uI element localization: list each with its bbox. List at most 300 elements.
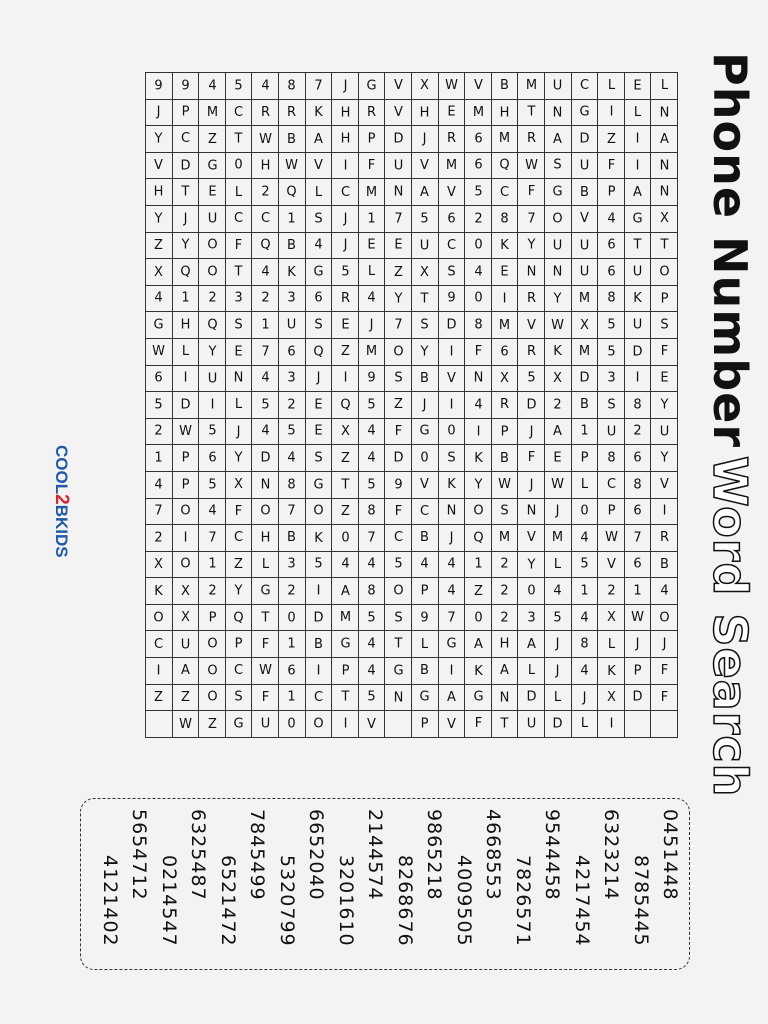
grid-cell <box>385 658 412 685</box>
grid-cell <box>146 551 173 578</box>
grid-letter: 0 <box>287 610 297 626</box>
grid-cell <box>465 392 492 419</box>
grid-letter: R <box>659 530 669 546</box>
grid-cell <box>199 525 226 552</box>
grid-letter: D <box>260 450 271 466</box>
grid-letter: 2 <box>633 424 642 440</box>
grid-cell <box>651 551 678 578</box>
grid-letter: J <box>369 317 374 333</box>
grid-cell <box>465 658 492 685</box>
grid-letter: 0 <box>447 424 456 440</box>
grid-cell <box>199 445 226 472</box>
grid-cell <box>225 312 252 339</box>
grid-row <box>598 73 625 738</box>
grid-cell <box>598 152 625 179</box>
grid-letter: K <box>633 291 642 307</box>
grid-letter: L <box>660 78 668 94</box>
grid-cell <box>332 684 359 711</box>
grid-cell <box>279 631 306 658</box>
grid-cell <box>172 73 199 100</box>
grid-row <box>279 73 306 738</box>
grid-letter: S <box>314 211 323 227</box>
grid-cell <box>225 285 252 312</box>
grid-letter: T <box>341 689 350 705</box>
grid-letter: H <box>260 530 271 546</box>
grid-cell <box>172 232 199 259</box>
grid-letter: C <box>234 104 244 120</box>
grid-letter: 1 <box>580 583 589 599</box>
grid-cell <box>332 179 359 206</box>
grid-letter: C <box>234 663 244 679</box>
grid-cell <box>225 338 252 365</box>
grid-cell <box>571 285 598 312</box>
grid-cell <box>358 711 385 738</box>
grid-cell <box>252 684 279 711</box>
grid-cell <box>305 631 332 658</box>
word-list-item: 6521472 <box>217 855 239 947</box>
grid-letter: 7 <box>633 530 642 546</box>
grid-cell <box>545 578 572 605</box>
grid-cell <box>465 711 492 738</box>
grid-letter: W <box>631 610 645 626</box>
grid-cell <box>465 578 492 605</box>
grid-letter: 0 <box>473 237 483 253</box>
grid-letter: 2 <box>287 583 297 599</box>
grid-letter: X <box>234 477 244 493</box>
grid-letter: U <box>526 716 536 732</box>
grid-letter: M <box>339 610 351 626</box>
grid-letter: 4 <box>660 583 669 599</box>
grid-cell <box>358 179 385 206</box>
grid-cell <box>651 525 678 552</box>
grid-letter: 4 <box>154 291 164 307</box>
grid-cell <box>412 365 439 392</box>
grid-letter: E <box>314 397 323 413</box>
grid-cell <box>624 418 651 445</box>
grid-letter: 2 <box>154 424 164 440</box>
grid-letter: A <box>526 636 536 652</box>
grid-cell <box>199 578 226 605</box>
grid-cell <box>518 604 545 631</box>
grid-letter: C <box>340 184 350 200</box>
grid-cell <box>358 578 385 605</box>
grid-cell <box>146 604 173 631</box>
grid-cell <box>199 365 226 392</box>
grid-cell <box>518 99 545 126</box>
grid-cell <box>305 551 332 578</box>
grid-letter: O <box>206 689 218 705</box>
grid-letter: L <box>261 556 269 572</box>
grid-cell <box>438 179 465 206</box>
grid-letter: J <box>343 211 347 227</box>
grid-cell <box>518 498 545 525</box>
grid-cell <box>518 658 545 685</box>
grid-letter: P <box>660 291 669 307</box>
grid-letter: K <box>287 264 297 280</box>
grid-cell <box>651 152 678 179</box>
grid-cell <box>279 578 306 605</box>
grid-cell <box>305 578 332 605</box>
grid-cell <box>438 285 465 312</box>
grid-letter: S <box>394 610 403 626</box>
grid-cell <box>146 525 173 552</box>
grid-cell <box>545 338 572 365</box>
grid-cell <box>571 604 598 631</box>
grid-letter: 7 <box>314 78 323 94</box>
grid-letter: A <box>340 583 350 599</box>
grid-cell <box>545 551 572 578</box>
grid-letter: 4 <box>553 583 562 599</box>
grid-letter: N <box>659 158 670 174</box>
grid-row <box>465 73 492 738</box>
grid-cell <box>571 99 598 126</box>
grid-letter: G <box>153 317 164 333</box>
grid-letter: K <box>314 104 323 120</box>
grid-cell <box>252 338 279 365</box>
grid-cell <box>465 179 492 206</box>
grid-cell <box>146 658 173 685</box>
grid-letter: E <box>208 184 217 200</box>
grid-cell <box>385 445 412 472</box>
grid-letter: P <box>607 184 615 200</box>
grid-cell <box>412 525 439 552</box>
grid-cell <box>465 126 492 153</box>
brand-logo-part-cool: COOL <box>52 445 71 495</box>
grid-cell <box>518 285 545 312</box>
grid-cell <box>385 525 412 552</box>
grid-letter: D <box>632 344 643 360</box>
grid-cell <box>412 578 439 605</box>
grid-cell <box>438 152 465 179</box>
grid-cell <box>279 498 306 525</box>
grid-cell <box>252 126 279 153</box>
grid-cell <box>624 392 651 419</box>
grid-letter: 4 <box>447 583 456 599</box>
grid-cell <box>385 312 412 339</box>
grid-cell <box>491 604 518 631</box>
grid-letter: L <box>580 716 589 732</box>
word-list-item: 8268676 <box>394 855 416 947</box>
grid-cell <box>332 232 359 259</box>
grid-letter: C <box>180 131 191 147</box>
grid-cell <box>545 631 572 658</box>
grid-letter: D <box>313 610 324 626</box>
grid-cell <box>412 126 439 153</box>
grid-letter: M <box>445 158 458 174</box>
grid-cell <box>172 471 199 498</box>
grid-letter: U <box>260 716 271 732</box>
grid-letter: L <box>235 397 243 413</box>
grid-letter: B <box>659 556 669 572</box>
grid-letter: 3 <box>287 556 297 572</box>
grid-letter: 0 <box>340 530 350 546</box>
grid-cell <box>571 445 598 472</box>
grid-cell <box>332 285 359 312</box>
grid-letter: 6 <box>473 131 483 147</box>
grid-letter: P <box>208 610 217 626</box>
grid-letter: J <box>529 477 534 493</box>
grid-cell <box>199 285 226 312</box>
grid-letter: J <box>555 503 560 519</box>
grid-letter: X <box>579 317 589 333</box>
grid-letter: R <box>526 291 536 307</box>
grid-letter: D <box>393 131 404 147</box>
grid-letter: E <box>340 317 350 333</box>
grid-cell <box>199 471 226 498</box>
grid-letter: W <box>498 477 512 493</box>
grid-letter: A <box>181 663 190 679</box>
grid-letter: F <box>607 158 615 174</box>
grid-letter: D <box>180 397 191 413</box>
grid-cell <box>598 285 625 312</box>
grid-cell <box>305 259 332 286</box>
grid-cell <box>491 418 518 445</box>
grid-letter: D <box>446 317 457 333</box>
grid-cell <box>651 232 678 259</box>
grid-letter: O <box>393 583 404 599</box>
grid-cell <box>332 631 359 658</box>
grid-letter: 8 <box>367 583 376 599</box>
title-word-search: Word Search <box>703 456 757 798</box>
grid-letter: 4 <box>207 78 217 94</box>
grid-letter: F <box>660 344 668 360</box>
grid-cell <box>598 711 625 738</box>
grid-cell <box>358 126 385 153</box>
grid-row <box>518 73 545 738</box>
grid-letter: X <box>181 583 190 599</box>
grid-cell <box>385 73 412 100</box>
grid-letter: H <box>419 104 430 120</box>
grid-cell <box>651 711 678 738</box>
grid-cell <box>252 525 279 552</box>
word-list-item: 6652040 <box>305 809 327 901</box>
grid-cell <box>651 285 678 312</box>
grid-cell <box>412 471 439 498</box>
grid-letter: O <box>393 344 404 360</box>
grid-cell <box>598 658 625 685</box>
grid-letter: F <box>234 237 243 253</box>
grid-letter: U <box>579 237 590 253</box>
grid-letter: I <box>449 397 454 413</box>
grid-letter: Z <box>154 689 164 705</box>
grid-letter: P <box>234 636 243 652</box>
grid-letter: C <box>420 503 430 519</box>
grid-letter: S <box>660 317 669 333</box>
grid-letter: C <box>260 211 270 227</box>
grid-letter: 1 <box>287 689 297 705</box>
grid-letter: F <box>474 344 482 360</box>
grid-letter: 7 <box>287 503 297 519</box>
grid-letter: X <box>420 264 430 280</box>
grid-cell <box>332 578 359 605</box>
grid-letter: L <box>580 477 589 493</box>
grid-cell <box>358 445 385 472</box>
grid-cell <box>199 179 226 206</box>
grid-letter: X <box>154 556 164 572</box>
grid-cell <box>491 392 518 419</box>
grid-letter: 6 <box>633 450 642 466</box>
grid-letter: F <box>394 424 403 440</box>
grid-letter: T <box>394 636 403 652</box>
grid-row <box>412 73 439 738</box>
grid-letter: 5 <box>287 424 297 440</box>
grid-cell <box>651 338 678 365</box>
grid-letter: N <box>526 503 537 519</box>
grid-letter: Z <box>207 131 217 147</box>
grid-letter: 2 <box>207 583 217 599</box>
grid-letter: P <box>367 131 376 147</box>
grid-cell <box>252 152 279 179</box>
grid-letter: H <box>260 158 271 174</box>
grid-cell <box>332 259 359 286</box>
grid-cell <box>146 205 173 232</box>
grid-cell <box>491 152 518 179</box>
grid-letter: R <box>526 131 536 147</box>
grid-letter: 7 <box>394 211 403 227</box>
grid-letter: 7 <box>261 344 270 360</box>
grid-letter: M <box>499 530 511 546</box>
grid-cell <box>412 604 439 631</box>
grid-cell <box>146 445 173 472</box>
grid-cell <box>491 338 518 365</box>
grid-cell <box>199 205 226 232</box>
grid-letter: D <box>393 450 404 466</box>
grid-cell <box>651 312 678 339</box>
grid-cell <box>146 365 173 392</box>
grid-cell <box>225 684 252 711</box>
grid-letter: U <box>393 158 404 174</box>
grid-cell <box>225 498 252 525</box>
grid-letter: J <box>422 131 427 147</box>
grid-cell <box>491 73 518 100</box>
grid-letter: A <box>553 131 563 147</box>
grid-letter: F <box>261 636 270 652</box>
grid-cell <box>651 126 678 153</box>
grid-cell <box>279 73 306 100</box>
grid-cell <box>571 73 598 100</box>
grid-letter: V <box>154 158 164 174</box>
grid-cell <box>518 418 545 445</box>
grid-letter: A <box>447 689 456 705</box>
grid-cell <box>624 205 651 232</box>
grid-cell <box>225 471 252 498</box>
grid-cell <box>624 232 651 259</box>
grid-letter: O <box>313 503 324 519</box>
grid-letter: K <box>314 530 323 546</box>
grid-letter: Y <box>234 583 243 599</box>
grid-cell <box>545 445 572 472</box>
grid-cell <box>598 312 625 339</box>
grid-letter: 1 <box>367 211 376 227</box>
grid-cell <box>305 126 332 153</box>
grid-cell <box>385 232 412 259</box>
grid-letter: S <box>447 264 456 280</box>
grid-cell <box>571 658 598 685</box>
grid-letter: T <box>261 610 270 626</box>
grid-letter: 3 <box>287 291 297 307</box>
grid-letter: E <box>660 370 669 386</box>
grid-cell <box>199 152 226 179</box>
grid-cell <box>438 418 465 445</box>
grid-cell <box>491 259 518 286</box>
grid-letter: U <box>207 370 217 386</box>
grid-cell <box>624 259 651 286</box>
grid-cell <box>225 179 252 206</box>
grid-letter: 1 <box>261 317 270 333</box>
grid-letter: Y <box>154 211 163 227</box>
grid-cell <box>305 525 332 552</box>
grid-letter: I <box>635 158 640 174</box>
grid-cell <box>172 418 199 445</box>
grid-letter: O <box>659 610 670 626</box>
grid-cell <box>518 631 545 658</box>
grid-letter: G <box>313 477 324 493</box>
grid-letter: J <box>343 237 347 253</box>
grid-cell <box>545 392 572 419</box>
grid-cell <box>225 418 252 445</box>
grid-cell <box>465 259 492 286</box>
grid-letter: W <box>551 317 565 333</box>
grid-cell <box>199 126 226 153</box>
grid-letter: 6 <box>447 211 456 227</box>
grid-row <box>199 73 226 738</box>
grid-cell <box>465 551 492 578</box>
grid-letter: F <box>527 184 535 200</box>
grid-cell <box>571 205 598 232</box>
grid-cell <box>279 525 306 552</box>
grid-letter: C <box>500 184 510 200</box>
grid-cell <box>412 711 439 738</box>
grid-cell <box>545 471 572 498</box>
grid-letter: 5 <box>261 397 270 413</box>
grid-cell <box>332 525 359 552</box>
grid-letter: L <box>633 104 642 120</box>
grid-cell <box>571 578 598 605</box>
grid-cell <box>146 631 173 658</box>
grid-cell <box>172 179 199 206</box>
grid-cell <box>172 631 199 658</box>
grid-cell <box>518 232 545 259</box>
grid-cell <box>305 471 332 498</box>
grid-cell <box>598 365 625 392</box>
grid-cell <box>465 205 492 232</box>
grid-cell <box>385 365 412 392</box>
grid-cell <box>225 525 252 552</box>
grid-letter: F <box>660 689 668 705</box>
grid-cell <box>305 498 332 525</box>
grid-letter: C <box>579 78 589 94</box>
grid-letter: G <box>419 424 430 440</box>
grid-cell <box>624 179 651 206</box>
grid-letter: 4 <box>367 636 376 652</box>
grid-cell <box>225 126 252 153</box>
grid-cell <box>412 285 439 312</box>
grid-letter: Y <box>474 477 483 493</box>
grid-letter: 6 <box>606 237 616 253</box>
grid-cell <box>279 604 306 631</box>
grid-cell <box>518 179 545 206</box>
grid-cell <box>624 73 651 100</box>
grid-cell <box>412 392 439 419</box>
grid-cell <box>332 498 359 525</box>
grid-letter: 1 <box>154 450 164 466</box>
grid-cell <box>545 525 572 552</box>
grid-letter: G <box>340 636 351 652</box>
grid-cell <box>332 551 359 578</box>
grid-cell <box>412 205 439 232</box>
grid-letter: G <box>446 636 457 652</box>
grid-letter: 9 <box>394 477 403 493</box>
